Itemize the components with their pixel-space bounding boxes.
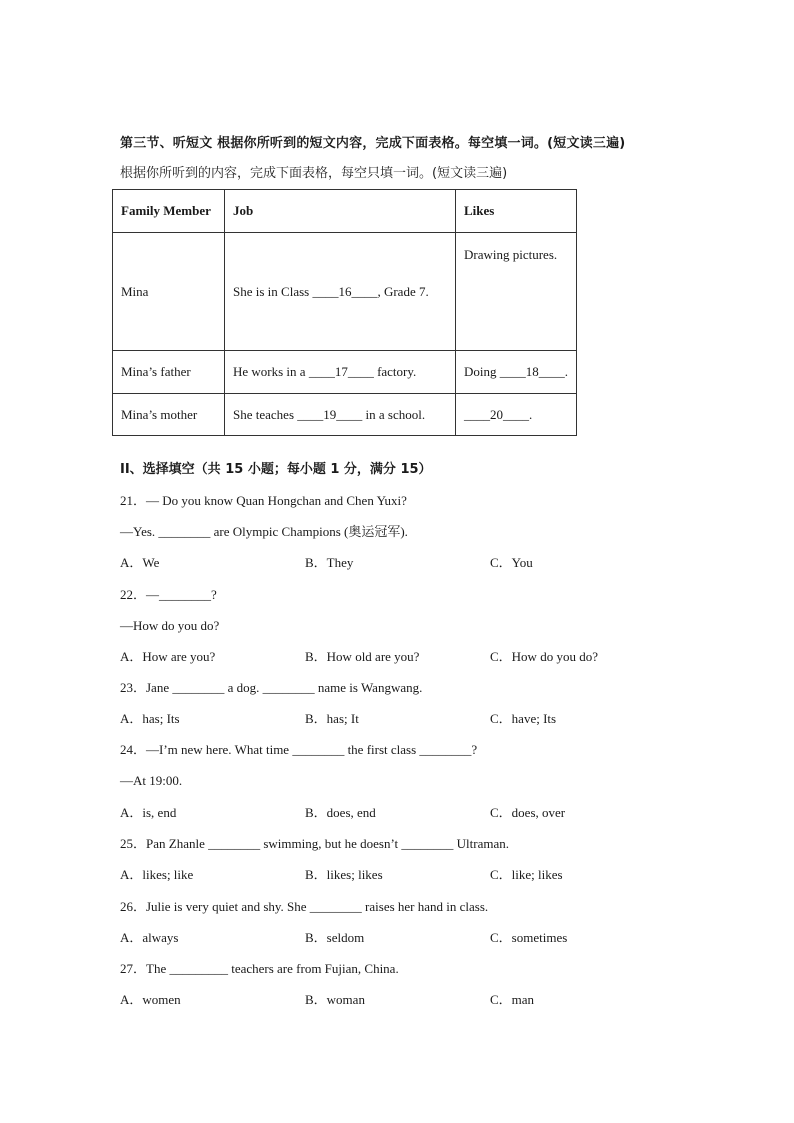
q22-option-b[interactable]: B．How old are you? — [305, 649, 420, 664]
question-21-stem-2: —Yes. ________ are Olympic Champions (奥运冠军). — [120, 524, 408, 539]
question-24-stem: 24．—I’m new here. What time ________ the first class ________? — [120, 742, 478, 757]
table-row — [113, 394, 577, 436]
q24-option-a[interactable]: A．is, end — [120, 805, 177, 820]
q25-option-b[interactable]: B．likes; likes — [305, 867, 383, 882]
q27-option-a[interactable]: A．women — [120, 992, 181, 1007]
q21-option-b[interactable]: B．They — [305, 555, 354, 570]
table-row — [113, 351, 577, 394]
question-22-stem: 22．—________? — [120, 587, 217, 602]
question-25-stem: 25．Pan Zhanle ________ swimming, but he doesn’t ________ Ultraman. — [120, 836, 509, 851]
question-22-stem-2: —How do you do? — [120, 618, 220, 633]
q26-option-a[interactable]: A．always — [120, 930, 179, 945]
cell-job: She is in Class ____16____, Grade 7. — [225, 233, 456, 351]
cell-likes: Drawing pictures. — [456, 233, 577, 351]
question-27-stem: 27．The _________ teachers are from Fujian, China. — [120, 961, 399, 976]
q23-option-b[interactable]: B．has; It — [305, 711, 359, 726]
q23-option-a[interactable]: A．has; Its — [120, 711, 180, 726]
section3-instruction: 根据你所听到的内容，完成下面表格，每空只填一词。(短文读三遍) — [120, 166, 508, 181]
question-26-stem: 26．Julie is very quiet and shy. She ________ raises her hand in class. — [120, 899, 489, 914]
listening-table — [112, 189, 577, 436]
q21-option-c[interactable]: C．You — [490, 555, 533, 570]
header-likes: Likes — [456, 190, 577, 233]
question-24-stem-2: —At 19:00. — [120, 773, 183, 788]
cell-member: Mina’s father — [113, 351, 225, 394]
q25-option-a[interactable]: A．likes; like — [120, 867, 194, 882]
cell-likes: Doing ____18____. — [456, 351, 577, 394]
q25-option-c[interactable]: C．like; likes — [490, 867, 563, 882]
q21-option-a[interactable]: A．We — [120, 555, 160, 570]
q24-option-b[interactable]: B．does, end — [305, 805, 376, 820]
q24-option-c[interactable]: C．does, over — [490, 805, 566, 820]
header-job: Job — [225, 190, 456, 233]
cell-likes: ____20____. — [456, 394, 577, 436]
q26-option-c[interactable]: C．sometimes — [490, 930, 568, 945]
q27-option-c[interactable]: C．man — [490, 992, 535, 1007]
header-family-member: Family Member — [113, 190, 225, 233]
cell-job: She teaches ____19____ in a school. — [225, 394, 456, 436]
table-header-row — [113, 190, 577, 233]
section2-title: II、选择填空（共 15 小题；每小题 1 分，满分 15） — [120, 462, 432, 477]
q23-option-c[interactable]: C．have; Its — [490, 711, 557, 726]
q27-option-b[interactable]: B．woman — [305, 992, 365, 1007]
q22-option-a[interactable]: A．How are you? — [120, 649, 216, 664]
question-21-stem: 21．— Do you know Quan Hongchan and Chen Yuxi? — [120, 493, 407, 508]
section3-title: 第三节、听短文 根据你所听到的短文内容，完成下面表格。每空填一词。(短文读三遍) — [120, 136, 626, 151]
table-row — [113, 233, 577, 351]
cell-member: Mina — [113, 233, 225, 351]
q26-option-b[interactable]: B．seldom — [305, 930, 365, 945]
cell-member: Mina’s mother — [113, 394, 225, 436]
q22-option-c[interactable]: C．How do you do? — [490, 649, 598, 664]
question-23-stem: 23．Jane ________ a dog. ________ name is Wangwang. — [120, 680, 423, 695]
cell-job: He works in a ____17____ factory. — [225, 351, 456, 394]
